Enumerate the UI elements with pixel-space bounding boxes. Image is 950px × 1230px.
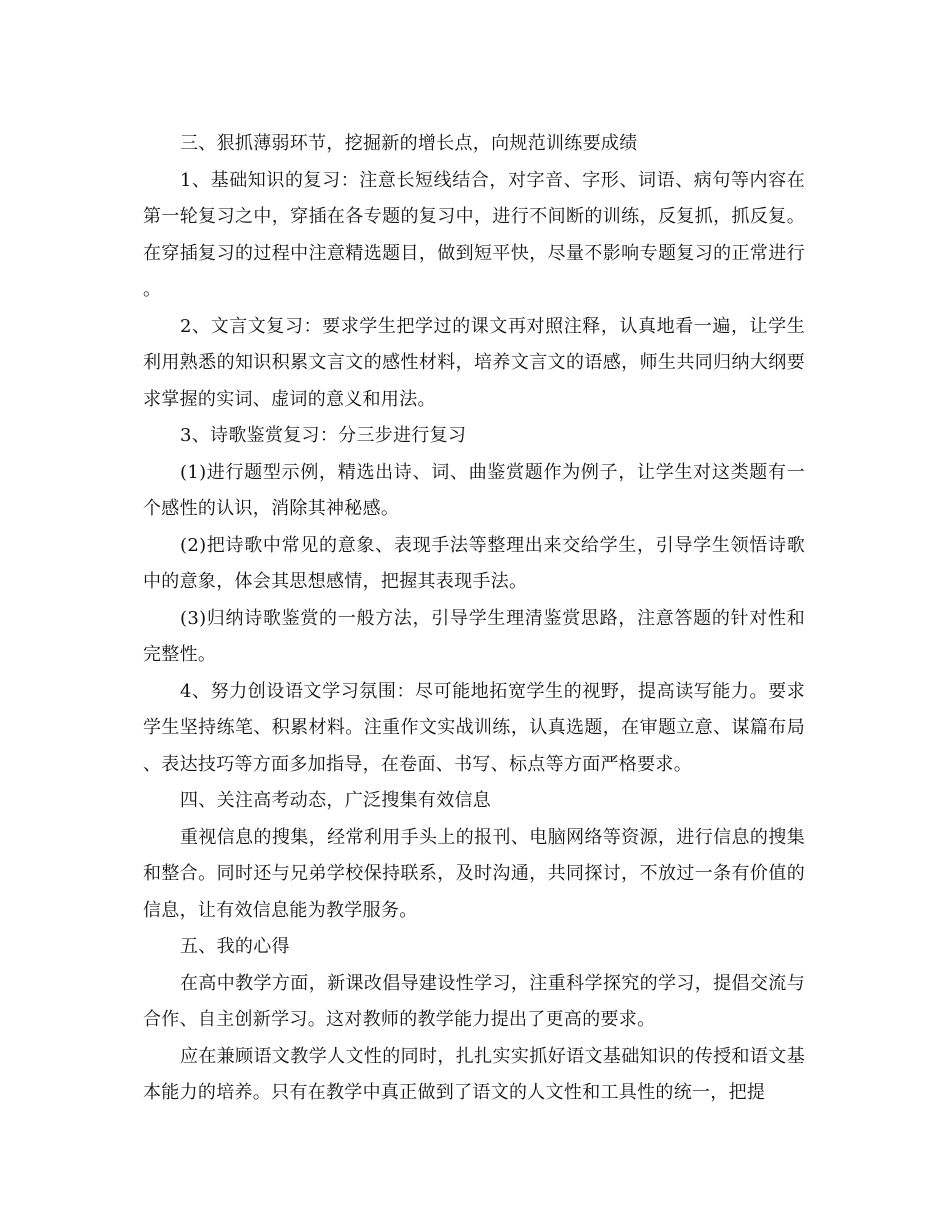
paragraph-new-curriculum: 在高中教学方面，新课改倡导建设性学习，注重科学探究的学习，提倡交流与合作、自主创新学习。这对教师的教学能力提出了更高的要求。 bbox=[143, 972, 805, 1030]
section-heading-5: 五、我的心得 bbox=[180, 936, 290, 957]
paragraph-learning-atmosphere: 4、努力创设语文学习氛围：尽可能地拓宽学生的视野，提高读写能力。要求学生坚持练笔、积累材料。注重作文实战训练，认真选题，在审题立意、谋篇布局、表达技巧等方面多加指导，在卷面、书写、标点等方面严格要求。 bbox=[143, 680, 805, 775]
paragraph-basic-knowledge: 1、基础知识的复习：注意长短线结合，对字音、字形、词语、病句等内容在第一轮复习之中，穿插在各专题的复习中，进行不间断的训练，反复抓，抓反复。在穿插复习的过程中注意精选题目，做到短平快，尽量不影响专题复习的正常进行。 bbox=[143, 169, 805, 300]
paragraph-classical-chinese: 2、文言文复习：要求学生把学过的课文再对照注释，认真地看一遍，让学生利用熟悉的知识积累文言文的感性材料，培养文言文的语感，师生共同归纳大纲要求掌握的实词、虚词的意义和用法。 bbox=[143, 315, 805, 410]
section-heading-4: 四、关注高考动态，广泛搜集有效信息 bbox=[180, 790, 492, 811]
section-heading-3: 三、狠抓薄弱环节，挖掘新的增长点，向规范训练要成绩 bbox=[180, 133, 638, 154]
paragraph-humanistic-instrumental: 应在兼顾语文教学人文性的同时，扎扎实实抓好语文基础知识的传授和语文基本能力的培养。只有在教学中真正做到了语文的人文性和工具性的统一，把提 bbox=[143, 1045, 805, 1103]
paragraph-information-gathering: 重视信息的搜集，经常利用手头上的报刊、电脑网络等资源，进行信息的搜集和整合。同时还与兄弟学校保持联系，及时沟通，共同探讨，不放过一条有价值的信息，让有效信息能为教学服务。 bbox=[143, 826, 805, 921]
paragraph-step-1: (1)进行题型示例，精选出诗、词、曲鉴赏题作为例子，让学生对这类题有一个感性的认识，消除其神秘感。 bbox=[143, 461, 805, 519]
paragraph-step-3: (3)归纳诗歌鉴赏的一般方法，引导学生理清鉴赏思路，注意答题的针对性和完整性。 bbox=[143, 607, 805, 665]
paragraph-poetry-review: 3、诗歌鉴赏复习：分三步进行复习 bbox=[180, 425, 467, 446]
document-body bbox=[143, 126, 805, 1112]
paragraph-step-2: (2)把诗歌中常见的意象、表现手法等整理出来交给学生，引导学生领悟诗歌中的意象，体会其思想感情，把握其表现手法。 bbox=[143, 534, 805, 592]
